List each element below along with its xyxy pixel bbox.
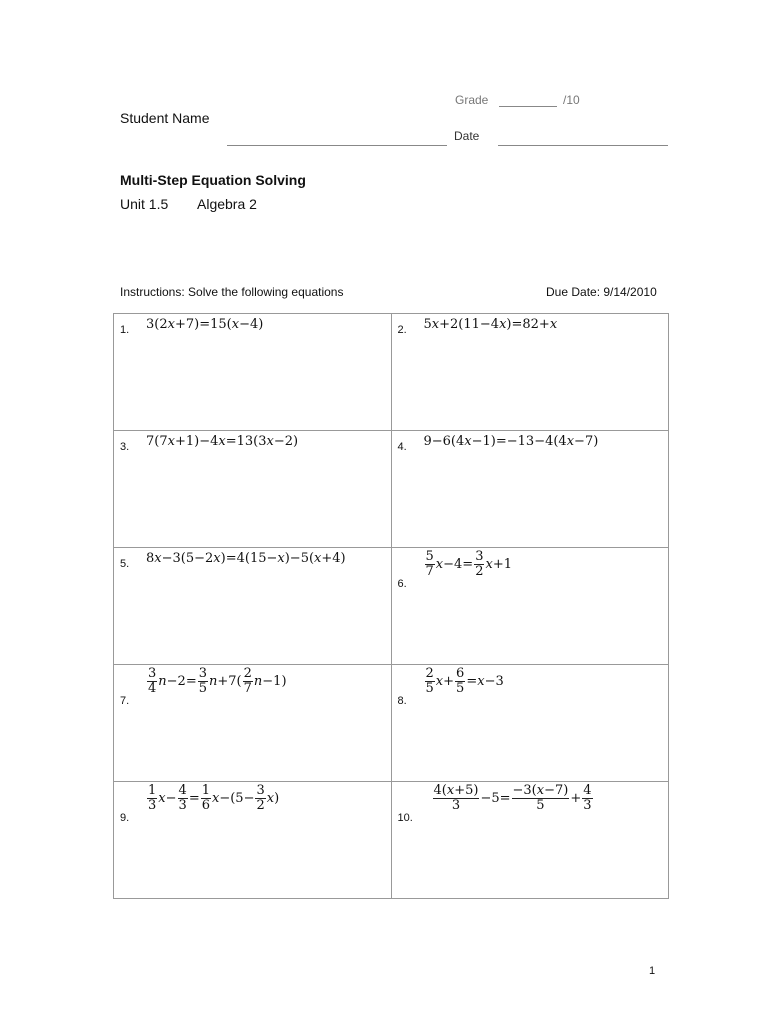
due-date: Due Date: 9/14/2010: [546, 285, 657, 299]
problem-number: 3.: [120, 441, 130, 453]
table-row: [114, 665, 669, 782]
problem-equation-9: $\frac{1}{3}$ x − $\frac{4}{3}$ = $\frac{1}{6}$ x −(5− $\frac{3}{2}$ x ): [148, 783, 280, 813]
problem-cell-1[interactable]: [114, 314, 392, 431]
problem-number: 10.: [397, 812, 413, 824]
grade-label: Grade: [455, 93, 489, 107]
page-number: 1: [649, 965, 656, 977]
problem-cell-2[interactable]: [391, 314, 669, 431]
grade-blank-line[interactable]: [499, 106, 557, 107]
course-label: Algebra 2: [197, 196, 257, 212]
problem-number: 7.: [120, 695, 130, 707]
problem-equation-2: 5 x +2(11−4 x )=82+ x: [423, 317, 558, 332]
problem-cell-8[interactable]: [391, 665, 669, 782]
worksheet-title: Multi-Step Equation Solving: [120, 172, 306, 188]
problem-number: 2.: [397, 324, 407, 336]
problems-table: [113, 313, 669, 899]
problem-equation-3: 7(7 x +1)−4 x =13(3 x −2): [146, 434, 299, 449]
problem-equation-10: $\frac{4(x+5)}{3}$ −5= $\frac{-3(x-7)}{5}$ + $\frac{4}{3}$: [433, 783, 592, 813]
problem-cell-4[interactable]: [391, 431, 669, 548]
problem-number: 5.: [120, 558, 130, 570]
problem-equation-5: 8 x −3(5−2 x )=4(15− x )−5( x +4): [146, 551, 346, 566]
student-name-label: Student Name: [120, 110, 210, 126]
problem-cell-6[interactable]: [391, 548, 669, 665]
problem-cell-5[interactable]: [114, 548, 392, 665]
problem-cell-7[interactable]: [114, 665, 392, 782]
date-label: Date: [454, 129, 480, 143]
grade-total: /10: [563, 93, 580, 107]
problem-number: 1.: [120, 324, 130, 336]
problem-number: 6.: [397, 578, 407, 590]
table-row: [114, 431, 669, 548]
table-row: [114, 548, 669, 665]
problem-equation-6: $\frac{5}{7}$ x −4= $\frac{3}{2}$ x +1: [425, 549, 512, 579]
problem-cell-9[interactable]: [114, 782, 392, 899]
problem-number: 9.: [120, 812, 130, 824]
problem-number: 4.: [397, 441, 407, 453]
table-row: [114, 782, 669, 899]
problem-equation-1: 3(2 x +7)=15( x −4): [146, 317, 264, 332]
unit-label: Unit 1.5: [120, 196, 169, 212]
problem-number: 8.: [397, 695, 407, 707]
problem-cell-10[interactable]: [391, 782, 669, 899]
problem-equation-7: $\frac{3}{4}$ n −2= $\frac{3}{5}$ n +7( $\frac{2}{7}$ n −1): [148, 666, 287, 696]
instructions: Instructions: Solve the following equations: [120, 285, 344, 299]
student-name-blank-line[interactable]: [227, 145, 447, 146]
problem-cell-3[interactable]: [114, 431, 392, 548]
problem-equation-8: $\frac{2}{5}$ x + $\frac{6}{5}$ = x −3: [425, 666, 504, 696]
table-row: [114, 314, 669, 431]
date-blank-line[interactable]: [498, 145, 668, 146]
problem-equation-4: 9−6(4 x −1)=−13−4(4 x −7): [423, 434, 599, 449]
